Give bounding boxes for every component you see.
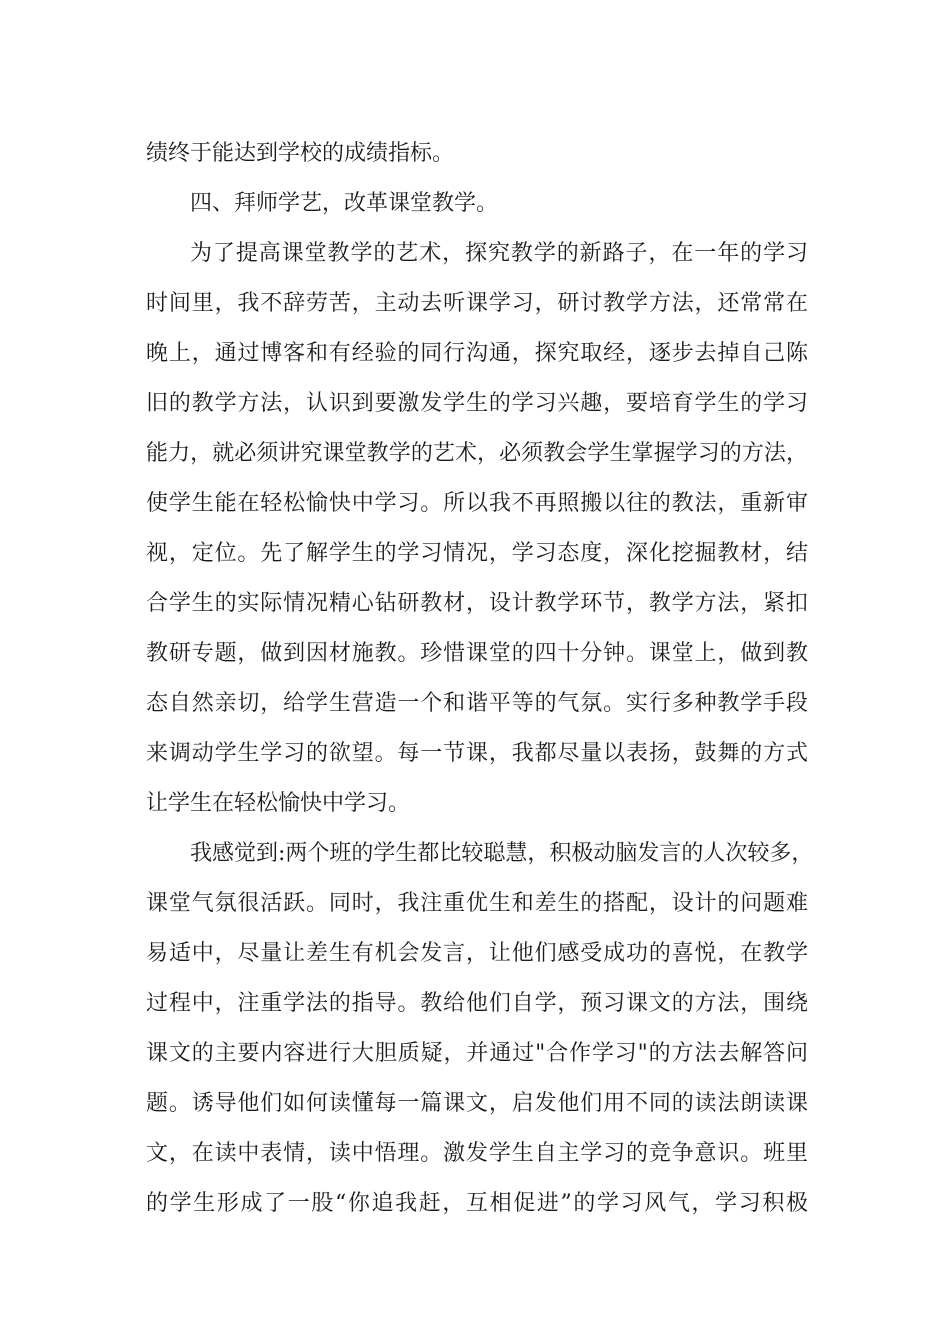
body-text <box>146 129 814 1229</box>
text-line: 课堂气氛很活跃。同时，我注重优生和差生的搭配，设计的问题难 <box>146 891 808 916</box>
text-line: 绩终于能达到学校的成绩指标。 <box>146 141 455 166</box>
text-line: 能力，就必须讲究课堂教学的艺术，必须教会学生掌握学习的方法， <box>146 441 808 466</box>
text-line: 文，在读中表情，读中悟理。激发学生自主学习的竞争意识。班里 <box>146 1141 808 1166</box>
text-line: 旧的教学方法，认识到要激发学生的学习兴趣，要培育学生的学习 <box>146 391 808 416</box>
section-heading: 四、拜师学艺，改革课堂教学。 <box>190 191 499 216</box>
text-line: 使学生能在轻松愉快中学习。所以我不再照搬以往的教法，重新审 <box>146 491 808 516</box>
text-line: 态自然亲切，给学生营造一个和谐平等的气氛。实行多种教学手段 <box>146 691 808 716</box>
text-line: 让学生在轻松愉快中学习。 <box>146 791 411 816</box>
text-line: 晚上，通过博客和有经验的同行沟通，探究取经，逐步去掉自己陈 <box>146 341 808 366</box>
text-line: 教研专题，做到因材施教。珍惜课堂的四十分钟。课堂上，做到教 <box>146 641 808 666</box>
text-line: 课文的主要内容进行大胆质疑，并通过"合作学习"的方法去解答问 <box>146 1041 808 1066</box>
text-line: 为了提高课堂教学的艺术，探究教学的新路子，在一年的学习 <box>190 241 808 266</box>
text-line: 来调动学生学习的欲望。每一节课，我都尽量以表扬，鼓舞的方式 <box>146 741 808 766</box>
text-line: 过程中，注重学法的指导。教给他们自学，预习课文的方法，围绕 <box>146 991 808 1016</box>
text-line: 易适中，尽量让差生有机会发言，让他们感受成功的喜悦，在教学 <box>146 941 808 966</box>
text-line: 的学生形成了一股“你追我赶，互相促进”的学习风气，学习积极 <box>146 1191 808 1216</box>
text-line: 时间里，我不辞劳苦，主动去听课学习，研讨教学方法，还常常在 <box>146 291 808 316</box>
text-line: 合学生的实际情况精心钻研教材，设计教学环节，教学方法，紧扣 <box>146 591 808 616</box>
text-line: 我感觉到:两个班的学生都比较聪慧，积极动脑发言的人次较多， <box>190 841 814 866</box>
text-line: 题。诱导他们如何读懂每一篇课文，启发他们用不同的读法朗读课 <box>146 1091 808 1116</box>
text-line: 视，定位。先了解学生的学习情况，学习态度，深化挖掘教材，结 <box>146 541 808 566</box>
